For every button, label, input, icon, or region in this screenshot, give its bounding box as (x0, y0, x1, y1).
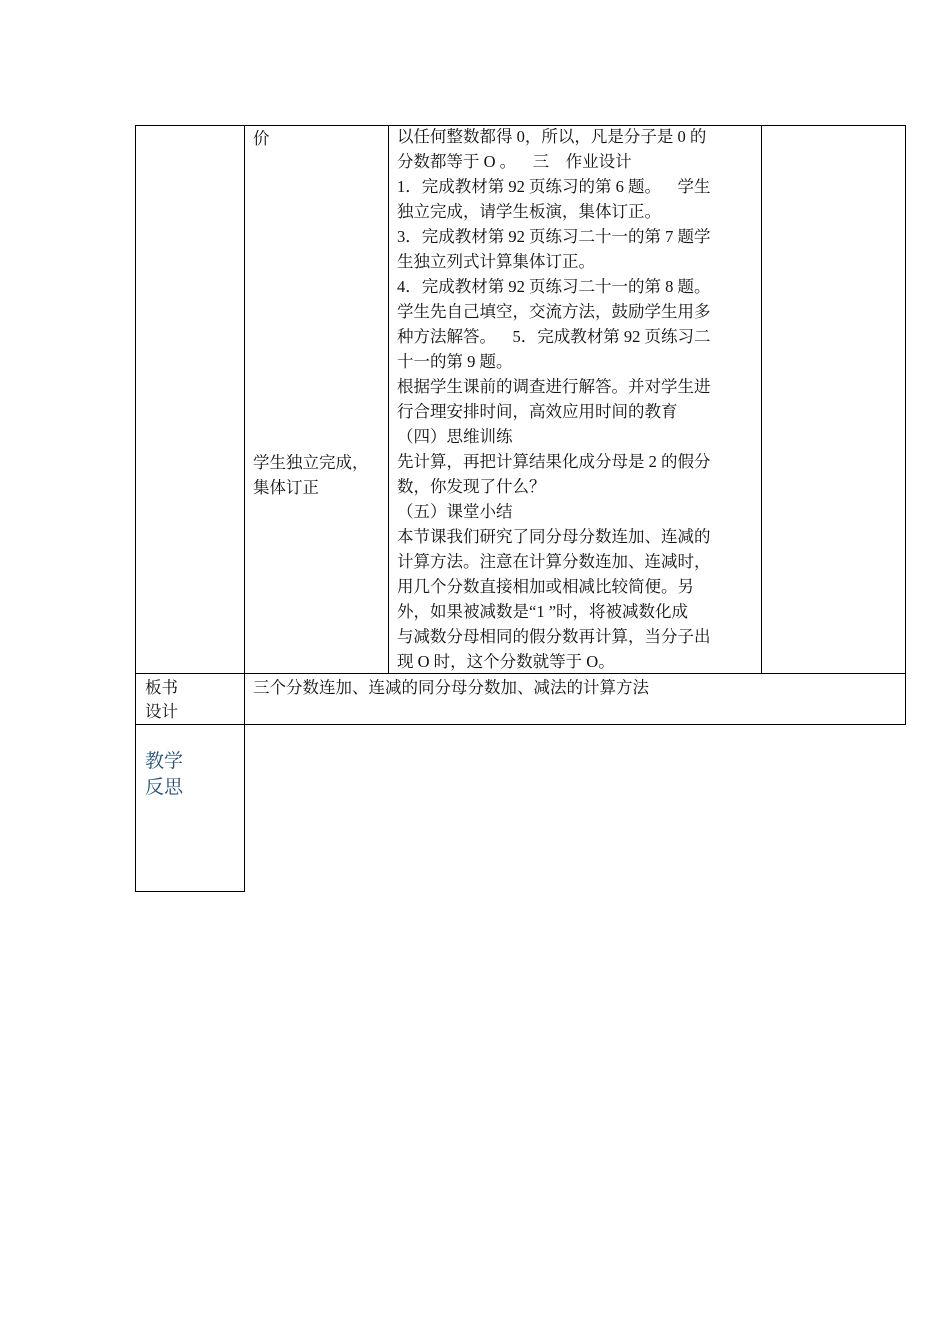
row1-col3-line: 生独立列式计算集体订正。 (397, 252, 595, 271)
row1-col3-line: 本节课我们研究了同分母分数连加、连减的 (397, 527, 711, 546)
row1-col2-bottom-line-2: 集体订正 (253, 478, 319, 497)
row1-col2-cell (244, 125, 389, 674)
row1-col3-line: （五）课堂小结 (397, 502, 513, 521)
row1-col3-line: 种方法解答。 5．完成教材第 92 页练习二 (397, 327, 711, 346)
row1-col3-line: 与减数分母相同的假分数再计算，当分子出 (397, 627, 711, 646)
board-design-label-line-1: 板书 (145, 678, 178, 697)
row1-col3-line: （四）思维训练 (397, 427, 513, 446)
teaching-reflection-label-line-1: 教学 (145, 751, 184, 772)
board-design-content: 三个分数连加、连减的同分母分数加、减法的计算方法 (253, 678, 649, 697)
row1-col3-line: 分数都等于 O 。 三 作业设计 (397, 152, 632, 171)
row1-col3-line: 独立完成，请学生板演，集体订正。 (397, 202, 661, 221)
row1-col1-cell (135, 125, 245, 674)
row1-col4-cell (761, 125, 906, 674)
row1-col3-line: 以任何整数都得 0，所以，凡是分子是 0 的 (397, 127, 707, 146)
board-design-label-line-2: 设计 (145, 702, 178, 721)
row1-col2-top-text: 价 (253, 129, 270, 148)
row1-col3-line: 用几个分数直接相加或相减比较简便。另 (397, 577, 694, 596)
row1-col3-line: 1．完成教材第 92 页练习的第 6 题。 学生 (397, 177, 711, 196)
row1-col3-line: 数，你发现了什么？ (397, 477, 546, 496)
teaching-reflection-label-line-2: 反思 (145, 777, 184, 798)
row1-col3-line: 外，如果被减数是“1 ”时，将被减数化成 (397, 602, 689, 621)
row1-col3-line: 行合理安排时间，高效应用时间的教育 (397, 402, 678, 421)
row1-col3-line: 现 O 时，这个分数就等于 O。 (397, 652, 615, 671)
row1-col3-line: 十一的第 9 题。 (397, 352, 513, 371)
row1-col3-line: 计算方法。注意在计算分数连加、连减时， (397, 552, 711, 571)
row1-col3-line: 根据学生课前的调查进行解答。并对学生进 (397, 377, 711, 396)
row1-col3-line: 先计算，再把计算结果化成分母是 2 的假分 (397, 452, 711, 471)
row1-col3-line: 4．完成教材第 92 页练习二十一的第 8 题。 (397, 277, 711, 296)
row1-col3-line: 学生先自己填空，交流方法，鼓励学生用多 (397, 302, 711, 321)
row1-col3-line: 3．完成教材第 92 页练习二十一的第 7 题学 (397, 227, 711, 246)
row1-col2-bottom-line-1: 学生独立完成， (253, 453, 369, 472)
